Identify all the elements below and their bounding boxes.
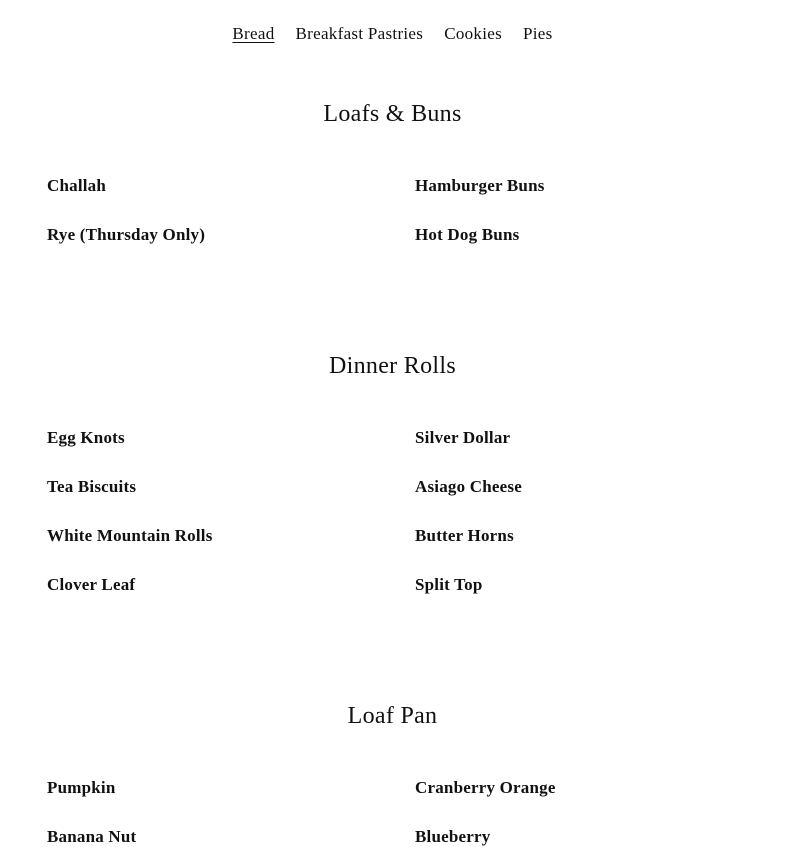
menu-item: Butter Horns (415, 526, 514, 545)
nav-link-pies[interactable]: Pies (523, 24, 553, 43)
menu-item: White Mountain Rolls (47, 526, 213, 545)
nav-link-cookies[interactable]: Cookies (444, 24, 503, 43)
menu-item: Clover Leaf (47, 575, 136, 594)
section-title-loafs-buns: Loafs & Buns (323, 101, 462, 127)
menu-item: Asiago Cheese (415, 477, 522, 496)
menu-item: Egg Knots (47, 428, 125, 447)
menu-item: Hot Dog Buns (415, 225, 520, 244)
menu-item: Challah (47, 176, 107, 195)
menu-item: Banana Nut (47, 827, 137, 846)
menu-item: Blueberry (415, 827, 491, 846)
menu-item: Silver Dollar (415, 428, 511, 447)
menu-item: Pumpkin (47, 778, 116, 797)
menu-item: Rye (Thursday Only) (47, 225, 206, 244)
nav-link-breakfast-pastries[interactable]: Breakfast Pastries (295, 24, 424, 43)
section-title-dinner-rolls: Dinner Rolls (329, 353, 456, 379)
menu-item: Split Top (415, 575, 483, 594)
menu-item: Cranberry Orange (415, 778, 556, 797)
section-title-loaf-pan: Loaf Pan (347, 703, 438, 729)
menu-item: Tea Biscuits (47, 477, 137, 496)
nav-link-bread[interactable]: Bread (232, 24, 275, 43)
category-nav (0, 24, 785, 44)
menu-item: Hamburger Buns (415, 176, 545, 195)
